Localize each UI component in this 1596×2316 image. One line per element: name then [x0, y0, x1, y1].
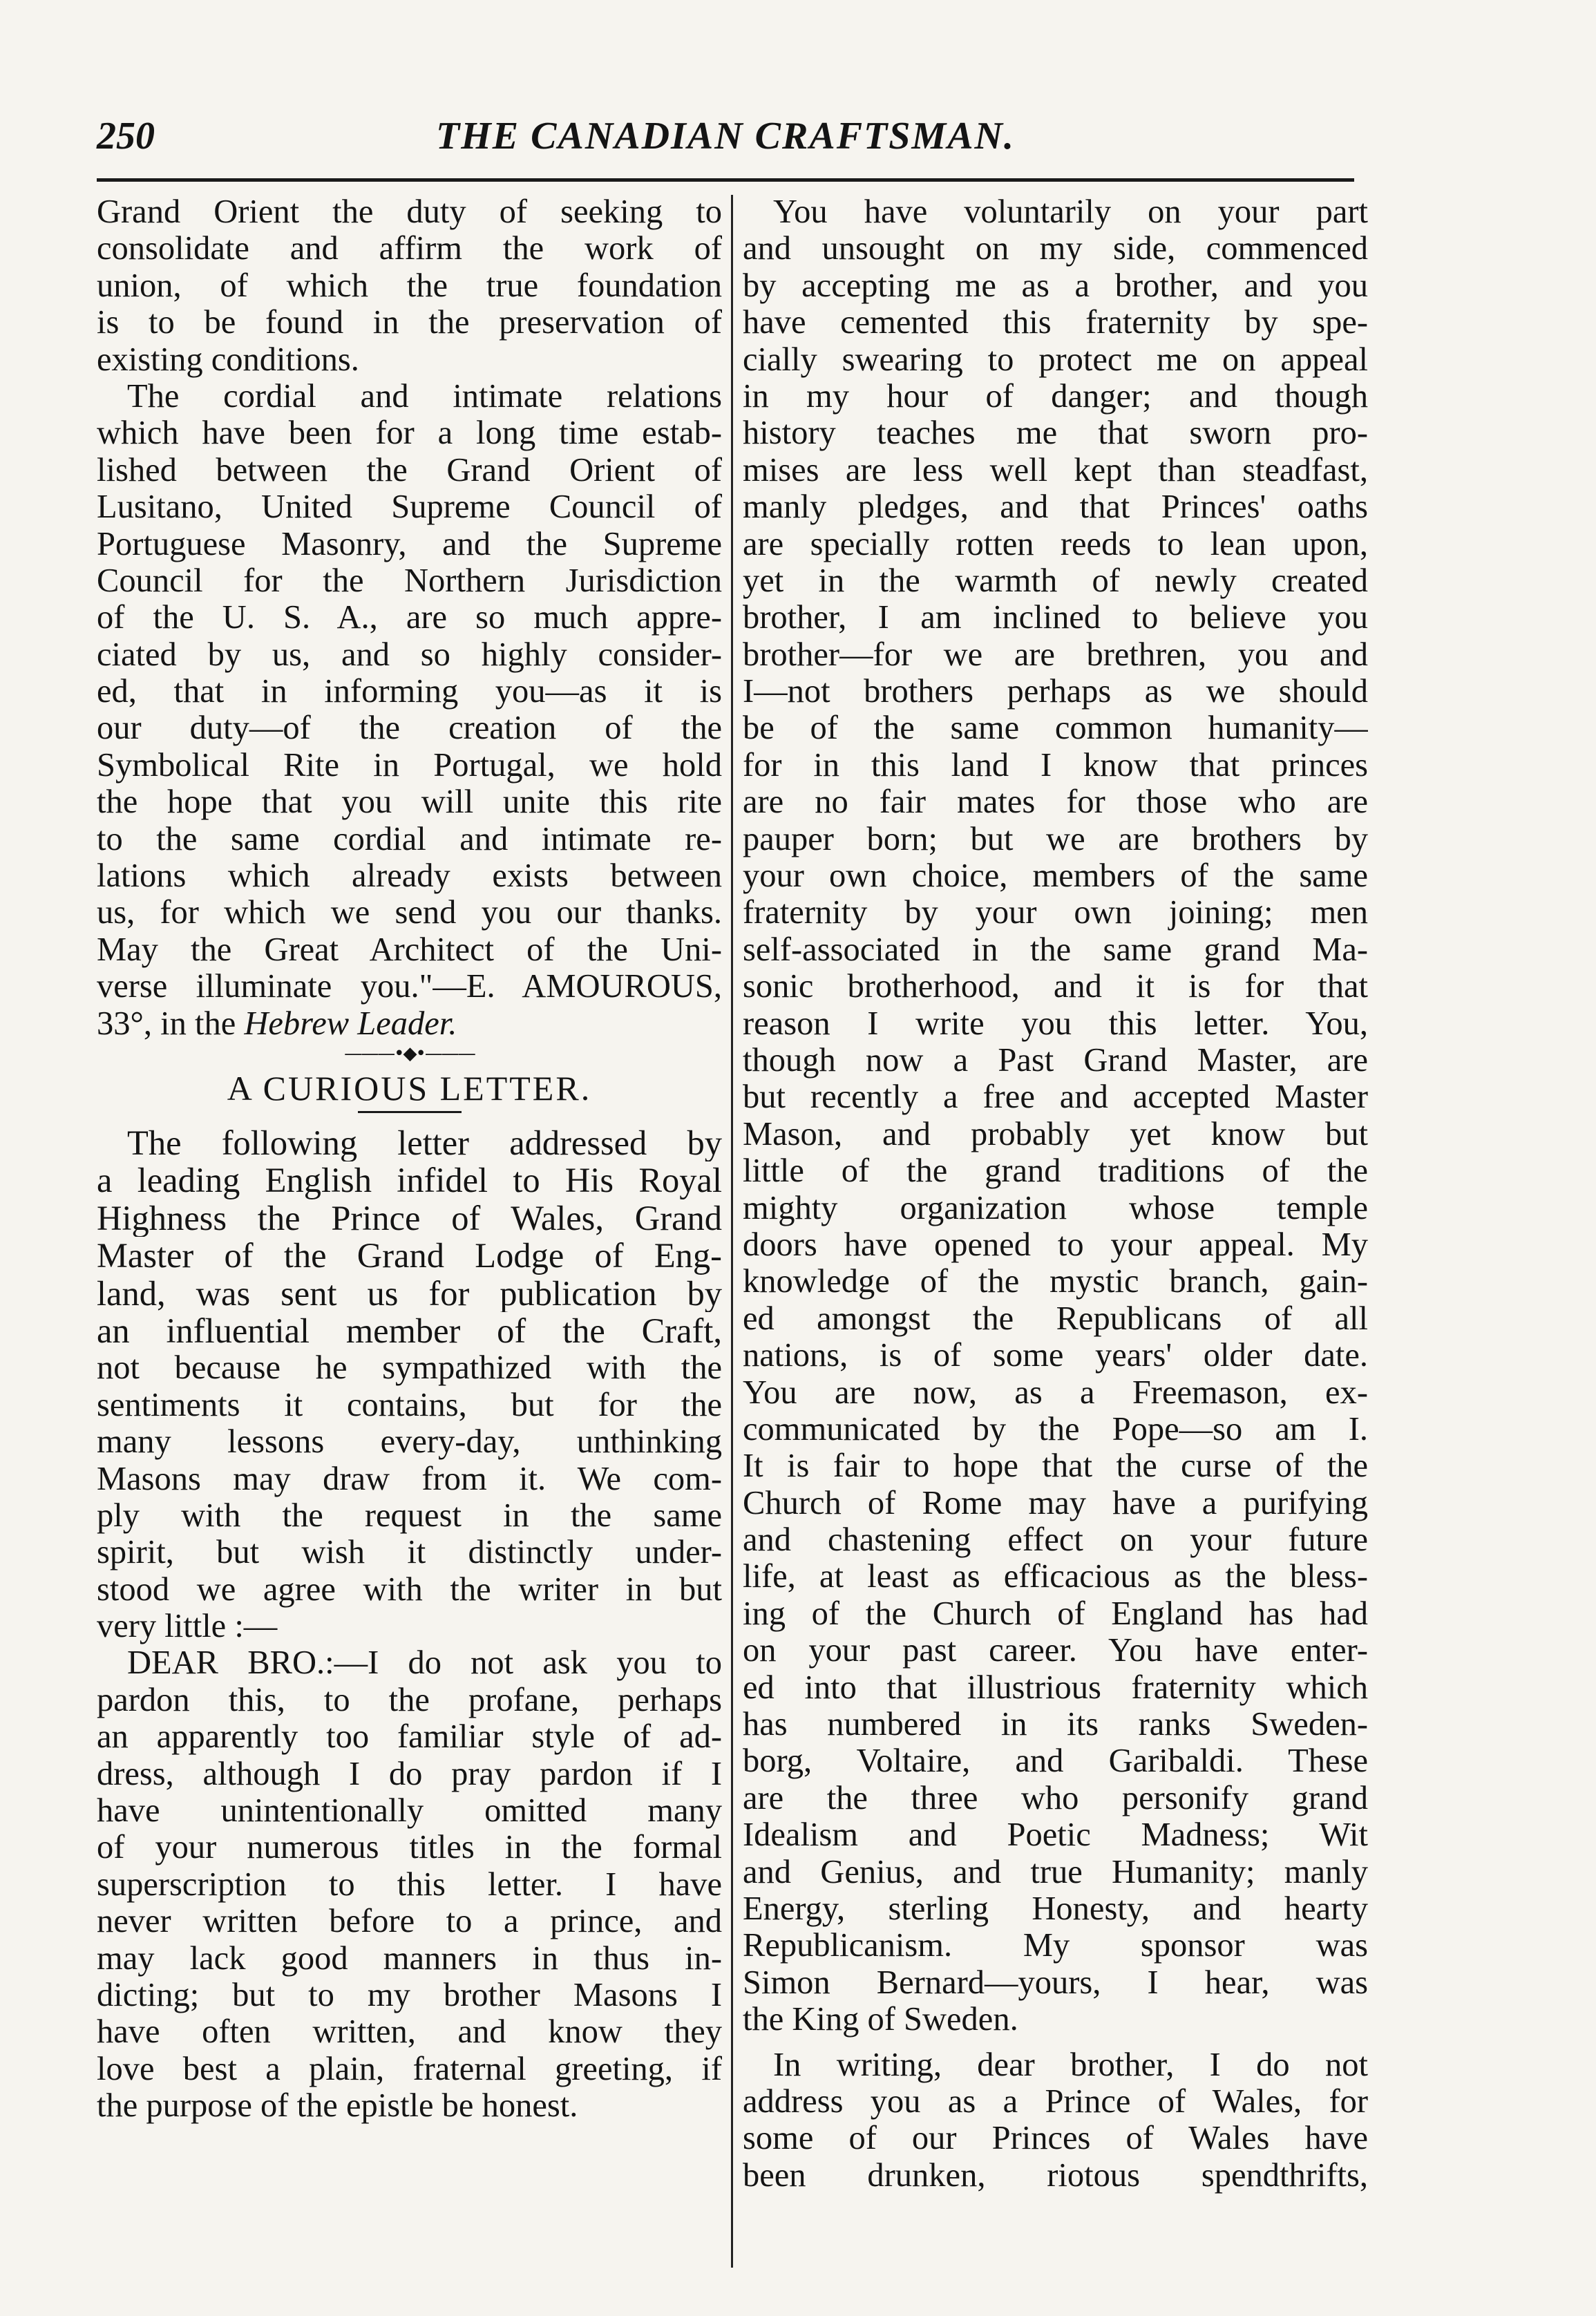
text-line: dicting; but to my brother Masons I: [97, 1976, 722, 2013]
text-line: the purpose of the epistle be honest.: [97, 2087, 578, 2125]
signature-degree: 33°, in the: [97, 1005, 245, 1042]
text-line: and unsought on my side, commenced: [743, 230, 1368, 267]
letter-body-paragraph: [743, 193, 1368, 2038]
text-line: ciated by us, and so highly consider-: [97, 636, 722, 673]
text-line: very little :—: [97, 1608, 278, 1645]
text-line: Simon Bernard—yours, I hear, was: [743, 1964, 1368, 2001]
text-line: superscription to this letter. I have: [97, 1866, 722, 1903]
letter-second-paragraph: [743, 2047, 1368, 2194]
text-line: sonic brotherhood, and it is for that: [743, 968, 1368, 1005]
page-number: 250: [97, 115, 155, 158]
text-line: Energy, sterling Honesty, and hearty: [743, 1890, 1368, 1927]
text-line: lations which already exists between: [97, 857, 722, 895]
text-line: You have voluntarily on your part: [773, 193, 1368, 230]
text-line: manly pledges, and that Princes' oaths: [743, 488, 1368, 526]
text-line: Symbolical Rite in Portugal, we hold: [97, 746, 722, 784]
text-line: mises are less well kept than steadfast,: [743, 451, 1368, 488]
text-line: fraternity by your own joining; men: [743, 894, 1368, 931]
text-line: to the same cordial and intimate re-: [97, 820, 722, 857]
text-line: The following letter addressed by: [127, 1123, 722, 1162]
text-line: address you as a Prince of Wales, for: [743, 2082, 1368, 2120]
text-line: history teaches me that sworn pro-: [743, 415, 1368, 452]
text-line: Council for the Northern Jurisdiction: [97, 562, 722, 599]
text-line: Lusitano, United Supreme Council of: [97, 488, 722, 526]
text-line: the hope that you will unite this rite: [97, 784, 722, 821]
text-line: have cemented this fraternity by spe-: [743, 304, 1368, 341]
text-line: may lack good manners in thus in-: [97, 1939, 722, 1977]
text-line: It is fair to hope that the curse of the: [743, 1448, 1368, 1485]
text-line: ply with the request in the same: [97, 1497, 722, 1534]
text-line: pardon this, to the profane, perhaps: [97, 1681, 722, 1718]
intro-paragraph: [97, 193, 722, 378]
text-line: knowledge of the mystic branch, gain-: [743, 1263, 1368, 1300]
text-line: life, at least as efficacious as the bless-: [743, 1558, 1368, 1595]
text-line: a leading English infidel to His Royal: [97, 1161, 722, 1199]
text-line: In writing, dear brother, I do not: [773, 2046, 1368, 2083]
text-line: been drunken, riotous spendthrifts,: [743, 2156, 1368, 2194]
text-line: on your past career. You have enter-: [743, 1632, 1368, 1669]
text-line: Idealism and Poetic Madness; Wit: [743, 1816, 1368, 1854]
text-line: never written before to a prince, and: [97, 1903, 722, 1940]
text-line: ed into that illustrious fraternity which: [743, 1669, 1368, 1706]
text-line: are the three who personify grand: [743, 1779, 1368, 1816]
text-line: and chastening effect on your future: [743, 1521, 1368, 1559]
title-rule: [358, 1111, 462, 1113]
text-line: union, of which the true foundation: [97, 267, 722, 304]
text-line: brother, I am inclined to believe you: [743, 599, 1368, 636]
text-line: Highness the Prince of Wales, Grand: [97, 1199, 722, 1237]
text-line: in my hour of danger; and though: [743, 377, 1368, 415]
text-line: spirit, but wish it distinctly under-: [97, 1534, 722, 1571]
relations-paragraph: [97, 378, 722, 1042]
text-line: Portuguese Masonry, and the Supreme: [97, 525, 722, 562]
text-line: May the Great Architect of the Uni-: [97, 931, 722, 968]
text-line: are specially rotten reeds to lean upon,: [743, 525, 1368, 562]
source-title: Hebrew Leader.: [244, 1005, 457, 1042]
text-line: ed amongst the Republicans of all: [743, 1300, 1368, 1337]
text-line: nations, is of some years' older date.: [743, 1337, 1368, 1374]
text-line: You are now, as a Freemason, ex-: [743, 1374, 1368, 1411]
page-header: [97, 114, 1354, 162]
text-line: cially swearing to protect me on appeal: [743, 341, 1368, 378]
left-column: [97, 193, 722, 2125]
text-line: have often written, and know they: [97, 2013, 722, 2051]
text-line: doors have opened to your appeal. My: [743, 1226, 1368, 1263]
text-line: Mason, and probably yet know but: [743, 1115, 1368, 1152]
text-line: be of the same common humanity—: [743, 710, 1368, 747]
text-line: reason I write you this letter. You,: [743, 1005, 1368, 1042]
text-line: I—not brothers perhaps as we should: [743, 673, 1368, 710]
column-divider: [731, 195, 733, 2268]
article-intro-paragraph: [97, 1124, 722, 1349]
text-line: of your numerous titles in the formal: [97, 1829, 722, 1866]
header-rule: [97, 178, 1354, 182]
text-line: self-associated in the same grand Ma-: [743, 931, 1368, 968]
letter-salutation: DEAR BRO.:: [127, 1644, 334, 1682]
text-line: which have been for a long time estab-: [97, 415, 722, 452]
text-line: lished between the Grand Orient of: [97, 451, 722, 488]
text-line: pauper born; but we are brothers by: [743, 820, 1368, 857]
text-line: sentiments it contains, but for the: [97, 1386, 722, 1423]
text-line: brother—for we are brethren, you and: [743, 636, 1368, 673]
text-line: our duty—of the creation of the: [97, 710, 722, 747]
text-line: ing of the Church of England has had: [743, 1595, 1368, 1632]
text-line: The cordial and intimate relations: [127, 377, 722, 415]
text-line: consolidate and affirm the work of: [97, 230, 722, 267]
text-line: not because he sympathized with the: [97, 1349, 722, 1387]
text-line: and Genius, and true Humanity; manly: [743, 1853, 1368, 1890]
text-line: [97, 1644, 722, 1681]
ornament-divider: ———•◆•———: [344, 1043, 475, 1064]
article-intro-continuation: [97, 1349, 722, 1644]
text-line: Church of Rome may have a purifying: [743, 1484, 1368, 1521]
text-line: existing conditions.: [97, 341, 359, 378]
right-column: [743, 193, 1368, 2194]
text-line: your own choice, members of the same: [743, 857, 1368, 895]
text-line: borg, Voltaire, and Garibaldi. These: [743, 1743, 1368, 1780]
letter-first-text: —I do not ask you to: [334, 1644, 722, 1682]
text-line: land, was sent us for publication by: [97, 1274, 722, 1312]
text-line: dress, although I do pray pardon if I: [97, 1755, 722, 1792]
text-line: is to be found in the preservation of: [97, 304, 722, 341]
running-title: THE CANADIAN CRAFTSMAN.: [436, 115, 1015, 158]
text-line: ed, that in informing you—as it is: [97, 673, 722, 710]
text-line: verse illuminate you."—E. AMOUROUS,: [97, 968, 722, 1005]
text-line: for in this land I know that princes: [743, 746, 1368, 784]
text-line: yet in the warmth of newly created: [743, 562, 1368, 599]
text-line: communicated by the Pope—so am I.: [743, 1410, 1368, 1448]
text-line: but recently a free and accepted Master: [743, 1079, 1368, 1116]
text-line: Masons may draw from it. We com-: [97, 1460, 722, 1497]
text-line: stood we agree with the writer in but: [97, 1570, 722, 1608]
text-line: an apparently too familiar style of ad-: [97, 1718, 722, 1756]
text-line: have unintentionally omitted many: [97, 1792, 722, 1830]
text-line: has numbered in its ranks Sweden-: [743, 1706, 1368, 1743]
text-line: little of the grand traditions of the: [743, 1152, 1368, 1190]
section-title: A CURIOUS LETTER.: [227, 1068, 592, 1108]
text-line: an influential member of the Craft,: [97, 1311, 722, 1350]
text-line: Grand Orient the duty of seeking to: [97, 193, 722, 230]
text-line: mighty organization whose temple: [743, 1189, 1368, 1226]
text-line: Republicanism. My sponsor was: [743, 1927, 1368, 1964]
text-line: some of our Princes of Wales have: [743, 2120, 1368, 2157]
text-line: Master of the Grand Lodge of Eng-: [97, 1237, 722, 1275]
text-line: us, for which we send you our thanks.: [97, 894, 722, 931]
text-line: many lessons every-day, unthinking: [97, 1423, 722, 1461]
text-line: by accepting me as a brother, and you: [743, 267, 1368, 304]
text-line: the King of Sweden.: [743, 2001, 1018, 2038]
letter-opening-paragraph: [97, 1644, 722, 2124]
text-line: are no fair mates for those who are: [743, 784, 1368, 821]
text-line: though now a Past Grand Master, are: [743, 1041, 1368, 1079]
text-line: of the U. S. A., are so much appre-: [97, 599, 722, 636]
text-line: love best a plain, fraternal greeting, if: [97, 2050, 722, 2087]
signature-line: [97, 1005, 722, 1042]
